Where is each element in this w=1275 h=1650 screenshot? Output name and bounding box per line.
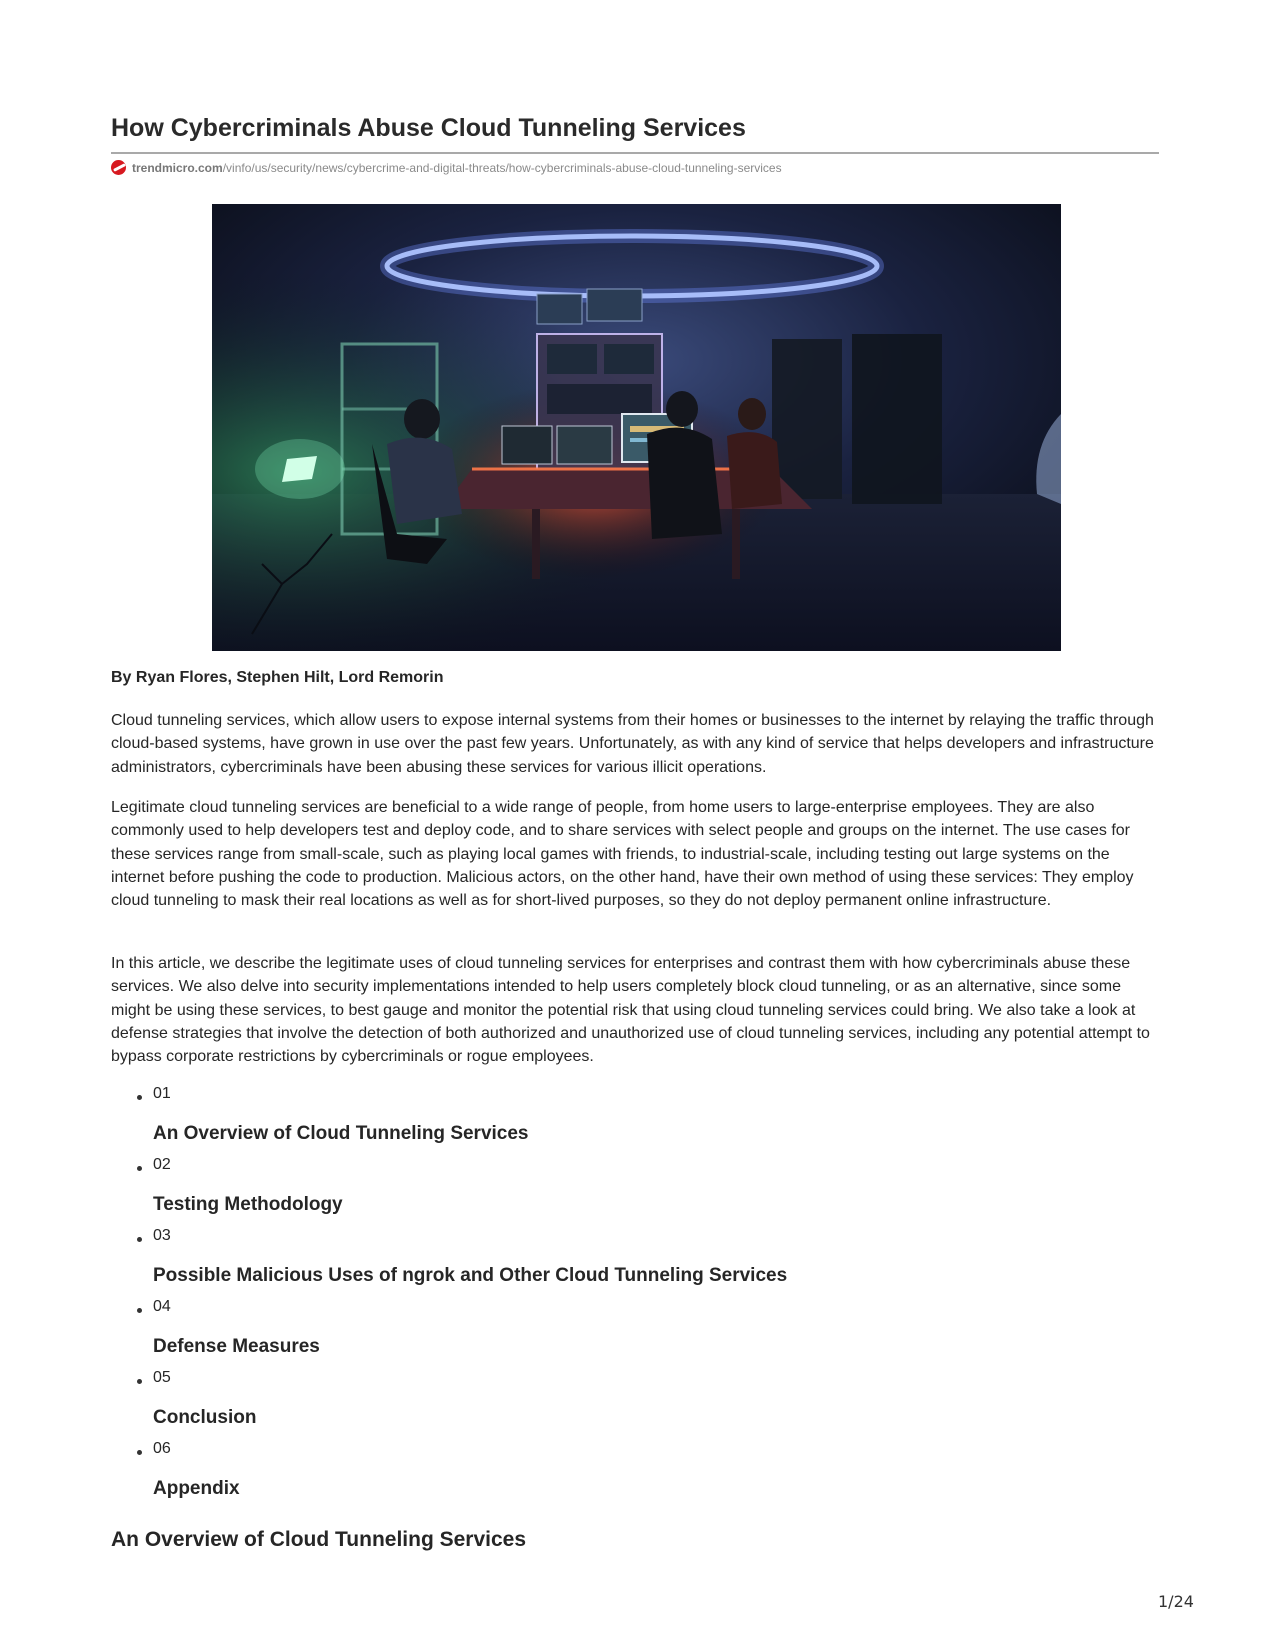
toc-heading[interactable]: Appendix [153,1478,240,1499]
toc-item-04[interactable] [111,1298,1159,1369]
page-number: 1/24 [1158,1592,1194,1611]
bullet-icon [137,1450,142,1455]
toc-number: 03 [153,1227,171,1244]
source-path: /vinfo/us/security/news/cybercrime-and-digital-threats/how-cybercriminals-abuse-cloud-tunneling-services [222,160,782,175]
toc-item-03[interactable] [111,1227,1159,1298]
toc-number: 02 [153,1156,171,1173]
byline: By Ryan Flores, Stephen Hilt, Lord Remorin [111,669,444,686]
bullet-icon [137,1095,142,1100]
source-url[interactable] [111,160,782,175]
toc-number: 06 [153,1440,171,1457]
intro-paragraph-2: Legitimate cloud tunneling services are beneficial to a wide range of people, from home users to large-enterprise employees. They are also commonly used to help developers test and deploy code, and to share services with select people and groups on the internet. The use cases for these services range from small-scale, such as playing local games with friends, to industrial-scale, including testing out large systems on the internet before pushing the code to production. Malicious actors, on the other hand, have their own method of using these services: They employ cloud tunneling to mask their real locations as well as for short-lived purposes, so they do not deploy permanent online infrastructure. [111,799,1134,910]
toc-item-05[interactable] [111,1369,1159,1440]
bullet-icon [137,1379,142,1384]
section-heading: An Overview of Cloud Tunneling Services [111,1528,527,1551]
source-domain: trendmicro.com [132,160,223,175]
table-of-contents [111,1085,1159,1511]
toc-number: 05 [153,1369,171,1386]
toc-heading[interactable]: Conclusion [153,1407,257,1428]
toc-heading[interactable]: Possible Malicious Uses of ngrok and Other Cloud Tunneling Services [153,1265,788,1286]
bullet-icon [137,1166,142,1171]
toc-heading[interactable]: Defense Measures [153,1336,320,1357]
article-title: How Cybercriminals Abuse Cloud Tunneling Services [111,114,746,142]
bullet-icon [137,1308,142,1313]
intro-paragraph-3: In this article, we describe the legitimate uses of cloud tunneling services for enterprises and contrast them with how cybercriminals abuse these services. We also delve into security implementations intended to help users completely block cloud tunneling, or as an alternative, since some might be using these services, to best gauge and monitor the potential risk that using cloud tunneling services could bring. We also take a look at defense strategies that involve the detection of both authorized and unauthorized use of cloud tunneling services, including any potential attempt to bypass corporate restrictions by cybercriminals or rogue employees. [111,955,1150,1066]
toc-heading[interactable]: An Overview of Cloud Tunneling Services [153,1123,529,1144]
bullet-icon [137,1237,142,1242]
toc-item-06[interactable] [111,1440,1159,1511]
hero-image [212,204,1061,651]
intro-paragraph-1: Cloud tunneling services, which allow users to expose internal systems from their homes or businesses to the internet by relaying the traffic through cloud-based systems, have grown in use over the past few years. Unfortunately, as with any kind of service that helps developers and infrastructure administrators, cybercriminals have been abusing these services for various illicit operations. [111,712,1154,776]
toc-item-02[interactable] [111,1156,1159,1227]
hacker-room-photo [212,204,1061,651]
toc-number: 04 [153,1298,171,1315]
toc-heading[interactable]: Testing Methodology [153,1194,343,1215]
title-divider [111,152,1159,154]
toc-item-01[interactable] [111,1085,1159,1156]
toc-number: 01 [153,1085,171,1102]
trendmicro-logo-icon [111,160,126,175]
